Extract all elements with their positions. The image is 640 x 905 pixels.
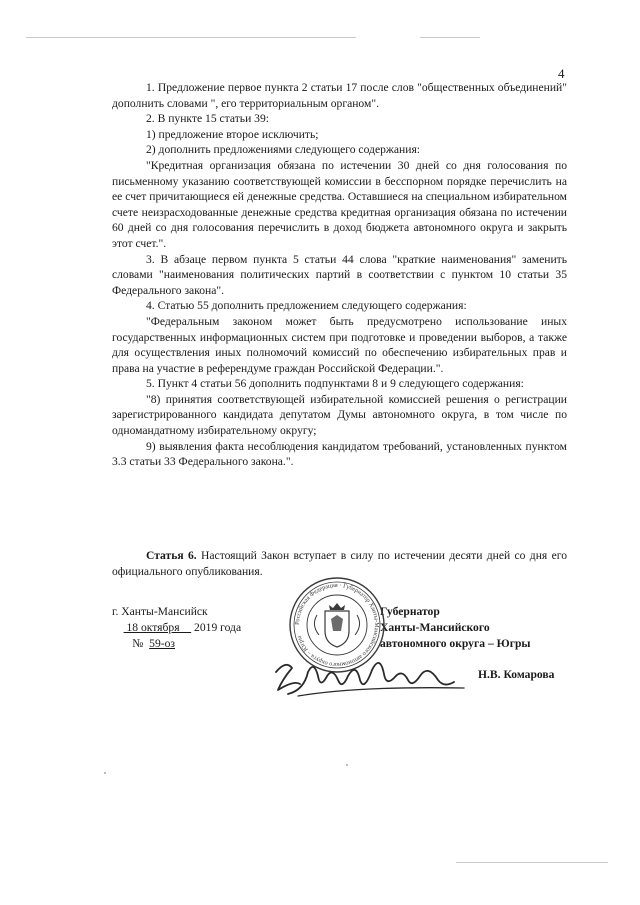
handwritten-signature: [268, 650, 468, 702]
signing-date: [112, 620, 241, 636]
paragraph: 1. Предложение первое пункта 2 статьи 17 после слов "общественных объединений" дополнить словами ", его территориальным органом".: [112, 81, 567, 110]
scan-edge-line: [456, 862, 608, 863]
governor-title-line: автономного округа – Югры: [380, 637, 531, 650]
governor-name: Н.В. Комарова: [478, 668, 555, 681]
paragraph: "Федеральным законом может быть предусмотрено использование иных государственных информационных систем при подготовке и проведении выборов, а также для осуществления иных полномочий комиссий по обеспечению избирательных прав и права на участие в референдуме граждан Российской Федерации.".: [112, 314, 567, 375]
governor-title-line: Губернатор: [380, 605, 440, 618]
place-date-block: [112, 604, 241, 652]
law-number: [112, 636, 241, 652]
scan-edge-line: [420, 37, 480, 38]
scan-speck: [104, 772, 106, 774]
paragraph: 9) выявления факта несоблюдения кандидатом требований, установленных пунктом 3.3 статьи 33 Федерального закона.".: [112, 439, 567, 469]
paragraph: "8) принятия соответствующей избирательной комиссией решения о регистрации зарегистрированного кандидата депутатом Думы автономного округа, в том числе по одномандатному избирательному округу;: [112, 392, 567, 438]
paragraph: 3. В абзаце первом пункта 5 статьи 44 слова "краткие наименования" заменить словами "наименования политических партий в соответствии с пунктом 10 статьи 35 Федерального закона".: [112, 252, 567, 297]
scan-edge-line: [26, 37, 356, 38]
governor-title-line: Ханты-Мансийского: [380, 621, 490, 634]
coat-of-arms-icon: [314, 603, 359, 647]
city: г. Ханты-Мансийск: [112, 605, 208, 618]
number-value: 59-оз: [149, 637, 175, 650]
paragraph: 5. Пункт 4 статьи 56 дополнить подпунктами 8 и 9 следующего содержания:: [146, 377, 524, 391]
number-prefix: №: [132, 637, 144, 650]
paragraph: 1) предложение второе исключить;: [146, 127, 319, 141]
date-day-month: 18 октября: [126, 621, 180, 634]
seal-ring-text: Российская Федерация · Губернатор Ханты-Мансийского автономного округа – Югры: [293, 581, 381, 669]
scan-speck: [346, 764, 348, 766]
governor-title: [380, 604, 530, 652]
paragraph: 2. В пункте 15 статьи 39:: [146, 112, 269, 126]
amendments-body: [112, 80, 567, 470]
article-6-label: Статья 6.: [146, 549, 197, 562]
page-number: 4: [558, 66, 565, 81]
paragraph: 2) дополнить предложениями следующего содержания:: [146, 143, 421, 157]
paragraph: "Кредитная организация обязана по истечении 30 дней со дня голосования по письменному указанию соответствующей комиссии в бесспорном порядке перечислить на ее счет причитающиеся ей денежные средства. Оставшиеся на специальном избирательном счете неизрасходованные денежные средства кредитная организация обязана по истечении 60 дней со дня голосования перечислить в доход бюджета автономного округа и закрыть этот счет.".: [112, 158, 567, 250]
date-year: 2019 года: [194, 621, 242, 634]
paragraph: 4. Статью 55 дополнить предложением следующего содержания:: [146, 299, 467, 313]
article-6-text: Настоящий Закон вступает в силу по истечении десяти дней со дня его официального опубликования.: [112, 549, 567, 578]
